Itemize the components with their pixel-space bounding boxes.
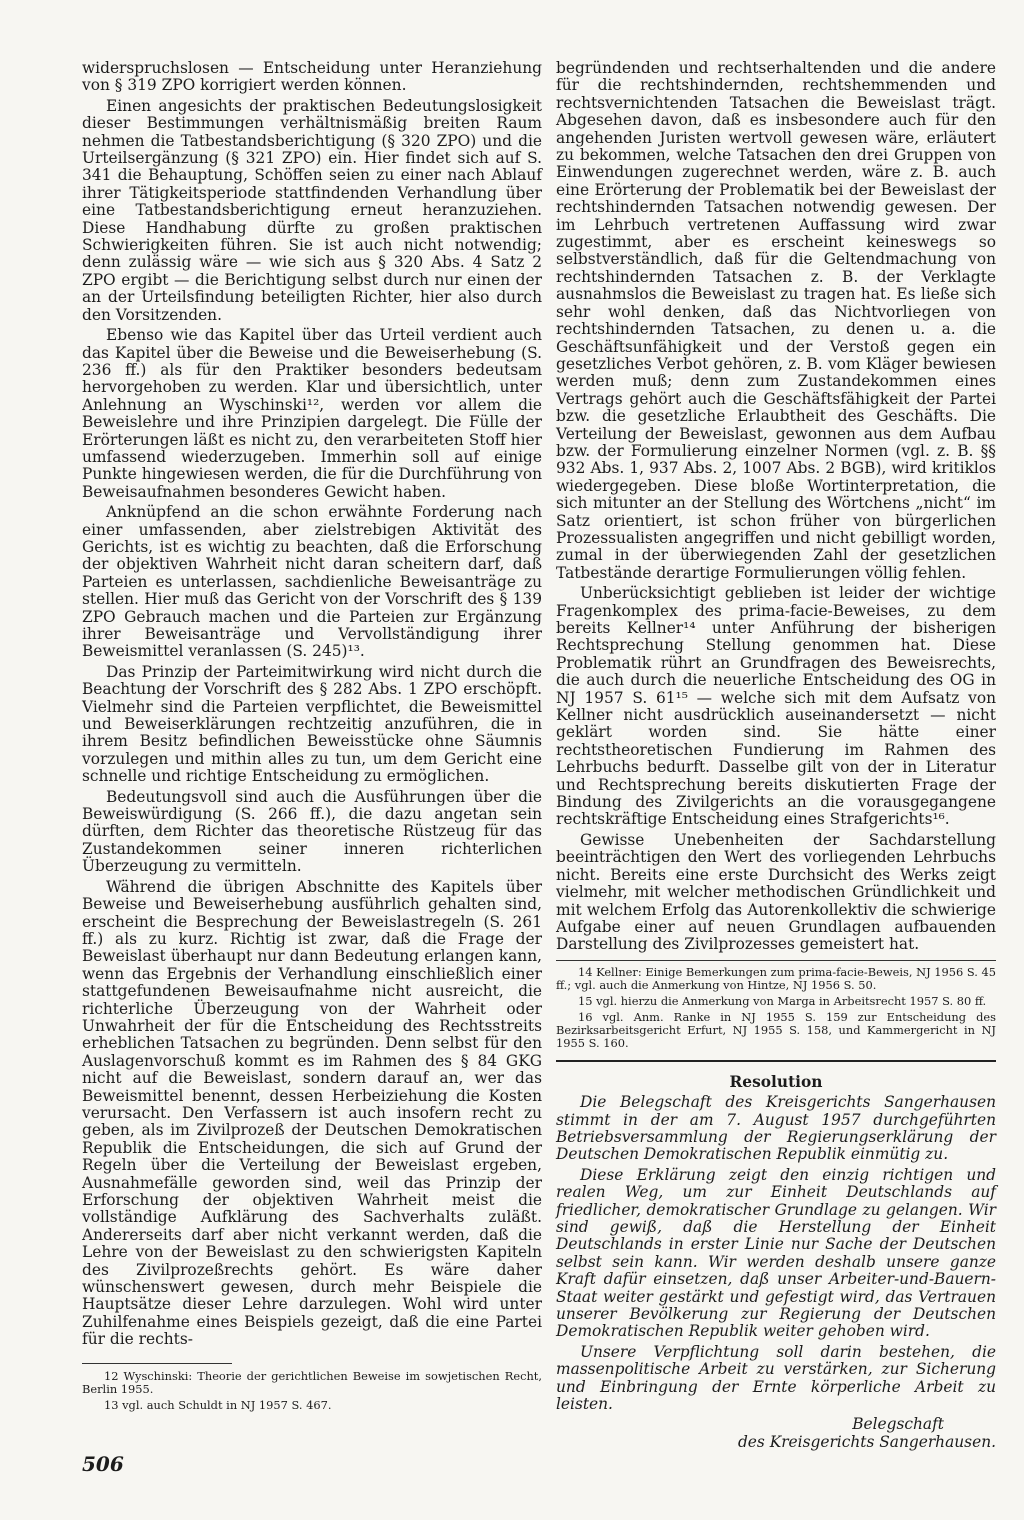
body-paragraph: Während die übrigen Abschnitte des Kapitels über Beweise und Beweiserhebung ausführlich gehalten sind, erscheint die Besprechung der Beweislastregeln (S. 261 ff.) als zu kurz. Richtig ist zwar, daß die Frage der Beweislast überhaupt nur dann Bedeutung erlangen kann, wenn das Ergebnis der Verhandlung einschließlich einer stattgefundenen Beweisaufnahme nicht ausreicht, die richterliche Überzeugung von der Wahrheit oder Unwahrheit der für die Entscheidung des Rechtsstreits erheblichen Tatsachen zu begründen. Denn selbst für den Auslagenvorschuß kommt es im Rahmen des § 84 GKG nicht auf die Beweislast, sondern darauf an, wer das Beweismittel benennt, dessen Herbeiziehung die Kosten verursacht. Den Verfassern ist auch insofern recht zu geben, als im Zivilprozeß der Deutschen Demokratischen Republik die Entscheidungen, die sich auf Grund der Regeln über die Verteilung der Beweislast ergeben, Ausnahmefälle geworden sind, weil das Prinzip der Erforschung der objektiven Wahrheit meist die vollständige Aufklärung des Sachverhalts zuläßt. Andererseits darf aber nicht verkannt werden, daß die Lehre von der Beweislast zu den schwierigsten Kapiteln des Zivilprozeßrechts gehört. Es wäre daher wünschenswert gewesen, durch mehr Beispiele die Hauptsätze dieser Lehre darzulegen. Wohl wird unter Zuhilfenahme eines Beispiels gezeigt, daß die eine Partei für die rechts- (82, 877, 542, 1349)
body-paragraph: Bedeutungsvoll sind auch die Ausführungen über die Beweiswürdigung (S. 266 ff.), die dazu angetan sein dürften, dem Richter das theoretische Rüstzeug für das Zustandekommen seiner inneren richterlichen Überzeugung zu vermitteln. (82, 787, 542, 876)
body-paragraph: Unberücksichtigt geblieben ist leider der wichtige Fragenkomplex des prima-facie-Beweises, zu dem bereits Kellner¹⁴ unter Anführung der bisherigen Rechtsprechung Stellung genommen hat. Diese Problematik rührt an Grundfragen des Beweisrechts, die auch durch die neuerliche Entscheidung des OG in NJ 1957 S. 61¹⁵ — welche sich mit dem Aufsatz von Kellner nicht ausdrücklich auseinandersetzt — nicht geklärt worden sind. Sie hätte einer rechtstheoretischen Fundierung im Rahmen des Lehrbuchs bedurft. Dasselbe gilt von der in Literatur und Rechtsprechung bereits diskutierten Frage der Bindung des Zivilgerichts an die vorausgegangene rechtskräftige Entscheidung eines Strafgerichts¹⁶. (556, 584, 996, 829)
body-paragraph: widerspruchslosen — Entscheidung unter Heranziehung von § 319 ZPO korrigiert werden können. (82, 59, 542, 95)
page-number: 506 (82, 1452, 124, 1476)
footnote: 16 vgl. Anm. Ranke in NJ 1955 S. 159 zur Entscheidung des Bezirksarbeitsgericht Erfurt, NJ 1955 S. 158, und Kammergericht in NJ 1955 S. 160. (556, 1009, 996, 1050)
body-paragraph: Gewisse Unebenheiten der Sachdarstellung beeinträchtigen den Wert des vorliegenden Lehrbuchs nicht. Bereits eine erste Durchsicht des Werks zeigt vielmehr, mit welcher methodischen Gründlichkeit und mit welchem Erfolg das Autorenkollektiv die schwierige Aufgabe einer auf neuen Grundlagen aufbauenden Darstellung des Zivilprozesses gemeistert hat. (556, 830, 996, 954)
body-paragraph: Das Prinzip der Parteimitwirkung wird nicht durch die Beachtung der Vorschrift des § 282 Abs. 1 ZPO erschöpft. Vielmehr sind die Parteien verpflichtet, die Beweismittel und Beweiserklärungen rechtzeitig anzuführen, die in ihrem Besitz befindlichen Beweisstücke ohne Säumnis vorzulegen und mithin alles zu tun, um dem Gericht eine schnelle und richtige Entscheidung zu ermöglichen. (82, 662, 542, 786)
right-column (556, 60, 996, 1451)
footnote: 15 vgl. hierzu die Anmerkung von Marga in Arbeitsrecht 1957 S. 80 ff. (578, 993, 987, 1008)
signature-line: Belegschaft (852, 1415, 944, 1434)
body-paragraph: Anknüpfend an die schon erwähnte Forderung nach einer umfassenden, aber zielstrebigen Aktivität des Gerichts, ist es wichtig zu beachten, daß die Erforschung der objektiven Wahrheit nicht daran scheitern darf, daß Parteien es unterlassen, sachdienliche Beweisanträge zu stellen. Hier muß das Gericht von der Vorschrift des § 139 ZPO Gebrauch machen und die Parteien zur Ergänzung ihrer Beweisanträge und Vervollständigung ihrer Beweismittel veranlassen (S. 245)¹³. (82, 503, 542, 661)
footnote: 13 vgl. auch Schuldt in NJ 1957 S. 467. (104, 1397, 332, 1412)
resolution-title: Resolution (729, 1072, 823, 1091)
footnote-divider (82, 1363, 232, 1364)
resolution-paragraph: Diese Erklärung zeigt den einzig richtigen und realen Weg, um zur Einheit Deutschlands auf friedlicher, demokratischer Grundlage zu gelangen. Wir sind gewiß, daß die Herstellung der Einheit Deutschlands in erster Linie nur Sache der Deutschen selbst sein kann. Wir werden deshalb unsere ganze Kraft dafür einsetzen, daß unser Arbeiter-und-Bauern-Staat weiter gestärkt und gefestigt wird, das Vertrauen unserer Bevölkerung zur Regierung der Deutschen Demokratischen Republik weiter gehoben wird. (556, 1165, 996, 1341)
resolution-paragraph: Unsere Verpflichtung soll darin bestehen, die massenpolitische Arbeit zu verstärken, zur Sicherung und Einbringung der Ernte körperliche Arbeit zu leisten. (556, 1342, 996, 1414)
footnote: 14 Kellner: Einige Bemerkungen zum prima-facie-Beweis, NJ 1956 S. 45 ff.; vgl. auch die Anmerkung von Hintze, NJ 1956 S. 50. (556, 964, 997, 992)
footnote-divider (556, 960, 996, 961)
resolution-paragraph: Die Belegschaft des Kreisgerichts Sangerhausen stimmt in der am 7. August 1957 durchgeführten Betriebsversammlung der Regierungserklärung der Deutschen Demokratischen Republik einmütig zu. (556, 1093, 996, 1164)
body-paragraph: Ebenso wie das Kapitel über das Urteil verdient auch das Kapitel über die Beweise und die Beweiserhebung (S. 236 ff.) als für den Praktiker besonders bedeutsam hervorgehoben zu werden. Klar und übersichtlich, unter Anlehnung an Wyschinski¹², werden vor allem die Beweislehre und ihre Prinzipien dargelegt. Die Fülle der Erörterungen läßt es nicht zu, den verarbeiteten Stoff hier umfassend wiederzugeben. Immerhin soll auf einige Punkte hingewiesen werden, die für die Durchführung von Beweisaufnahmen besonderes Gewicht haben. (82, 326, 542, 501)
left-column (82, 60, 542, 1415)
body-paragraph: begründenden und rechtserhaltenden und die andere für die rechtshindernden, rechtshemmenden und rechtsvernichtenden Tatsachen die Beweislast trägt. Abgesehen davon, daß es insbesondere auch für den angehenden Juristen wertvoll gewesen wäre, erläutert zu bekommen, welche Tatsachen den drei Gruppen von Einwendungen zugerechnet werden, wäre z. B. auch eine Erörterung der Problematik bei der Beweislast der rechtshindernden Tatsachen notwendig gewesen. Der im Lehrbuch vertretenen Auffassung wird zwar zugestimmt, aber es erscheint keineswegs so selbstverständlich, daß für die Geltendmachung von rechtshindernden Tatsachen z. B. der Verklagte ausnahmslos die Beweislast zu tragen hat. Es ließe sich sehr wohl denken, daß das Nichtvorliegen von rechtshindernden Tatsachen, zu denen u. a. die Geschäftsunfähigkeit und der Verstoß gegen ein gesetzliches Verbot gehören, z. B. vom Kläger bewiesen werden muß; denn zum Zustandekommen eines Vertrags gehört auch die Geschäftsfähigkeit der Partei bzw. die gesetzliche Erlaubtheit des Geschäfts. Die Verteilung der Beweislast, gewonnen aus dem Aufbau bzw. der Formulierung einzelner Normen (vgl. z. B. §§ 932 Abs. 1, 937 Abs. 2, 1007 Abs. 2 BGB), wird kritiklos wiedergegeben. Diese bloße Wortinterpretation, die sich mitunter an der Stellung des Wörtchens „nicht“ im Satz orientiert, ist schon früher von bürgerlichen Prozessualisten angegriffen und nicht gebilligt worden, zumal in der überwiegenden Zahl der gesetzlichen Tatbestände derartige Formulierungen völlig fehlen. (556, 59, 996, 582)
footnote: 12 Wyschinski: Theorie der gerichtlichen Beweise im sowjetischen Recht, Berlin 1955. (82, 1368, 542, 1396)
signature-line: des Kreisgerichts Sangerhausen. (737, 1432, 996, 1451)
body-paragraph: Einen angesichts der praktischen Bedeutungslosigkeit dieser Bestimmungen verhältnismäßig breiten Raum nehmen die Tatbestandsberichtigung (§ 320 ZPO) und die Urteilsergänzung (§ 321 ZPO) ein. Hier findet sich auf S. 341 die Behauptung, Schöffen seien zu einer nach Ablauf ihrer Tätigkeitsperiode stattfindenden Verhandlung über eine Tatbestandsberichtigung erneut heranzuziehen. Diese Handhabung dürfte zu großen praktischen Schwierigkeiten führen. Sie ist auch nicht notwendig; denn zulässig wäre — wie sich aus § 320 Abs. 4 Satz 2 ZPO ergibt — die Berichtigung selbst durch nur einen der an der Urteilsfindung beteiligten Richter, hier also durch den Vorsitzenden. (82, 96, 542, 324)
section-divider (556, 1060, 996, 1062)
